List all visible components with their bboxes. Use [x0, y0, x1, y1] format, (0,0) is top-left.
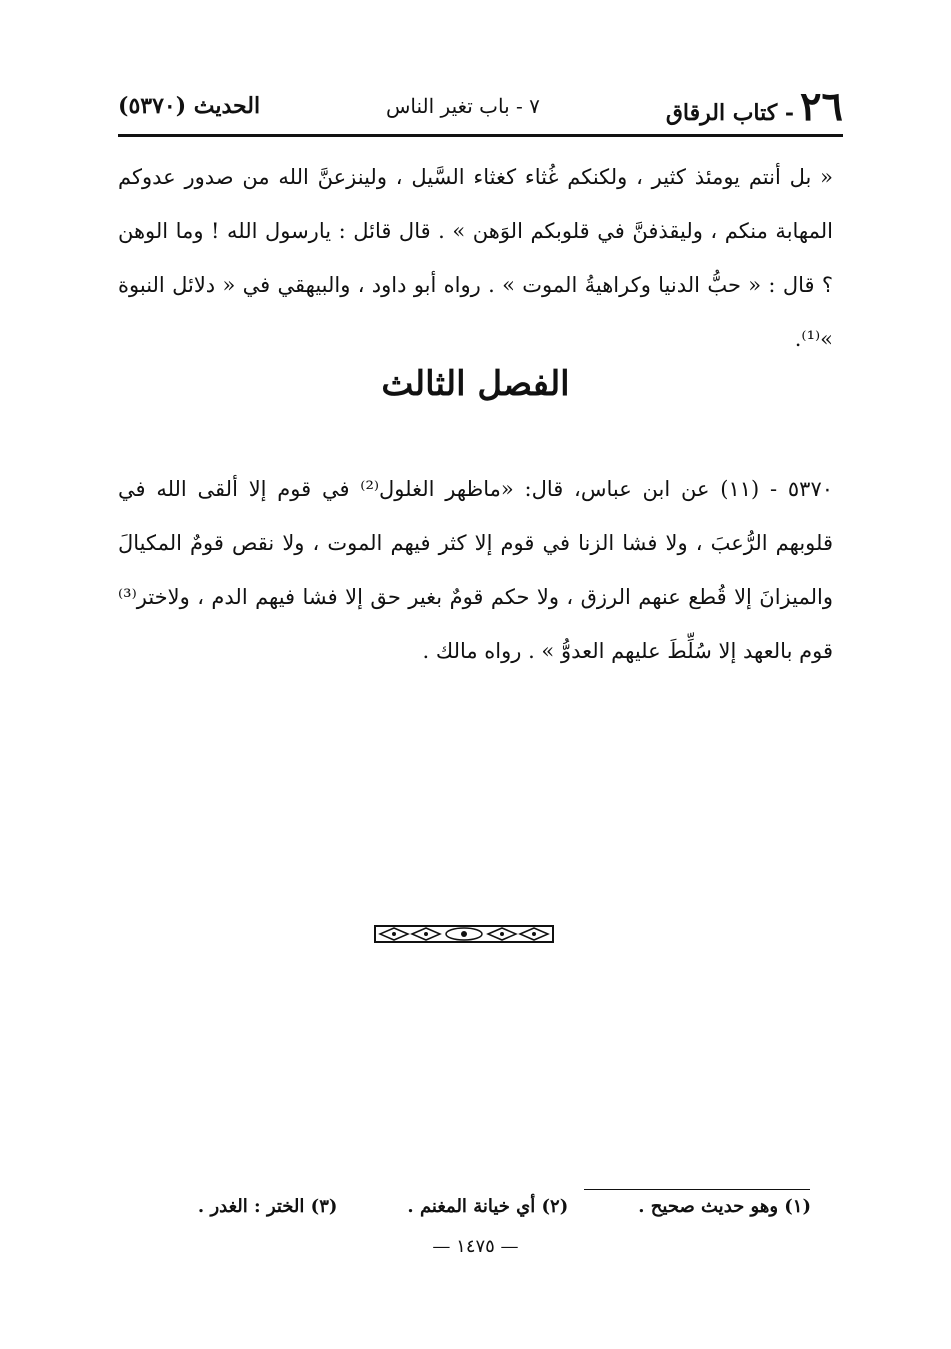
paragraph-continuation: « بل أنتم يومئذ كثير ، ولكنكم غُثاء كغثاء السَّيل ، ولينزعنَّ الله من صدور عدوكم المهابة منكم ، وليقذفنَّ في قلوبكم الوَهن » . قال قائل : يارسول الله ! وما الوهن ؟ قال : « حبُّ الدنيا وكراهيةُ الموت » . رواه أبو داود ، والبيهقي في « دلائل النبوة »⁽¹⁾.	[118, 165, 833, 351]
book-title	[666, 83, 843, 130]
hadith-reference: الحديث (٥٣٧٠)	[118, 93, 261, 119]
page-header	[118, 84, 843, 128]
book-title-text: - كتاب الرقاق	[665, 99, 795, 126]
book-number: ٢٦	[800, 82, 843, 130]
chapter-title: ٧ - باب تغير الناس	[385, 94, 540, 118]
footnote-rule	[584, 1189, 810, 1190]
page-number: — ١٤٧٥ —	[432, 1236, 519, 1257]
section-title: الفصل الثالث	[381, 364, 570, 404]
header-rule	[118, 134, 843, 137]
footnote-3: (٣) الختر : الغدر .	[197, 1196, 338, 1217]
footnotes	[160, 1196, 811, 1217]
ornament-divider-icon	[374, 924, 554, 944]
footnote-2: (٢) أي خيانة المغنم .	[407, 1196, 569, 1217]
footnote-1: (١) وهو حديث صحيح .	[638, 1196, 811, 1217]
hadith-paragraph: ٥٣٧٠ - (١١) عن ابن عباس، قال: «ماظهر الغلول⁽²⁾ في قوم إلا ألقى الله في قلوبهم الرُّعبَ ، ولا فشا الزنا في قوم إلا كثر فيهم الموت ، ولا نقص قومٌ المكيالَ والميزانَ إلا قُطع عنهم الرزق ، ولا حكم قومٌ بغير حق إلا فشا فيهم الدم ، ولاختر⁽³⁾ قوم بالعهد إلا سُلِّطَ عليهم العدوُّ » . رواه مالك .	[118, 477, 834, 663]
